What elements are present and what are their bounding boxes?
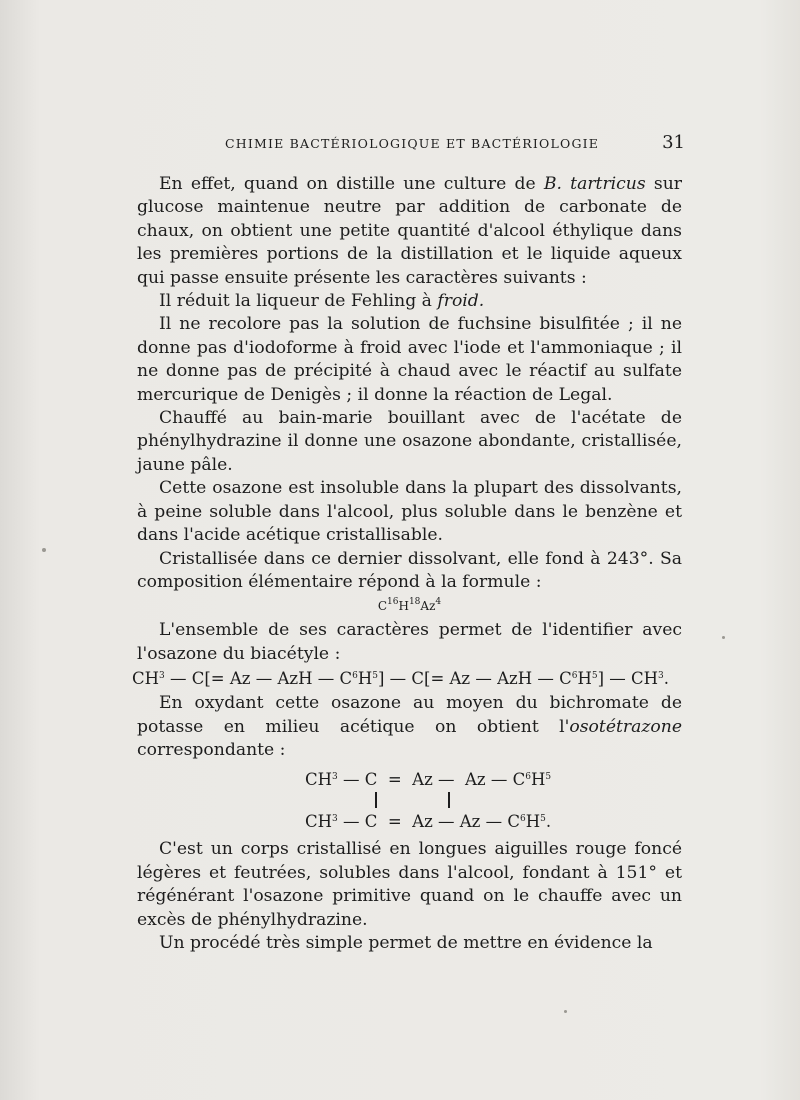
text-run: En effet, quand on distille une culture de bbox=[159, 174, 544, 194]
paper-speck bbox=[722, 636, 725, 639]
text-run: Il réduit la liqueur de Fehling à bbox=[159, 291, 438, 312]
formula-index: 6 bbox=[525, 772, 531, 783]
formula-index: 5 bbox=[372, 671, 378, 682]
formula-part: CH bbox=[305, 812, 333, 832]
formula-index: 5 bbox=[545, 772, 552, 783]
text-run: sur glucose maintenue neutre par addition de carbonate de chaux, on obtient une petite quantité d'alcool éthylique dans les premières portions de la distillation et le liquide aqueux qui passe ensuite présente les caractères suivants : bbox=[137, 174, 682, 288]
nitrogen-nitrogen-bond bbox=[448, 792, 450, 808]
compound-name: osotétrazone bbox=[569, 716, 682, 737]
formula-index: 5 bbox=[540, 814, 546, 825]
paragraph: Cette osazone est insoluble dans la plupart des dissolvants, à peine soluble dans l'alcool, plus soluble dans le benzène et dans l'acide acétique cristallisable. bbox=[137, 478, 682, 546]
formula-index: 3 bbox=[332, 814, 338, 825]
formula-part: — C = Az — Az — C bbox=[337, 770, 526, 790]
formula-part: C bbox=[377, 599, 388, 614]
formula-part: H bbox=[530, 770, 546, 790]
paragraph: Il ne recolore pas la solution de fuchsine bisulfitée ; il ne donne pas d'iodoforme à froid avec l'iode et l'ammoniaque ; il ne donne pas de précipité à chaud avec le réactif au sulfate mercurique de Denigès ; il donne la réaction de Legal. bbox=[137, 314, 682, 405]
formula-index: 4 bbox=[435, 597, 442, 608]
formula-part: CH bbox=[132, 669, 160, 689]
formula-index: 5 bbox=[591, 671, 598, 682]
formula-part: ] — C[= Az — AzH — C bbox=[377, 669, 572, 689]
osotetrazone-structure bbox=[305, 768, 682, 832]
text-run: correspondante : bbox=[137, 739, 286, 760]
formula-part: H bbox=[577, 669, 592, 689]
paragraph: Un procédé très simple permet de mettre en évidence la bbox=[159, 932, 653, 953]
page-number: 31 bbox=[662, 132, 685, 153]
formula-part: H bbox=[357, 669, 373, 689]
paragraph: C'est un corps cristallisé en longues aiguilles rouge foncé légères et feutrées, solubles dans l'alcool, fondant à 151° et régénérant l'osazone primitive quand on le chauffe avec un excès de phénylhydrazine. bbox=[137, 839, 682, 930]
paragraph: L'ensemble de ses caractères permet de l'identifier avec l'osazone du biacétyle : bbox=[137, 620, 682, 664]
paragraph bbox=[137, 290, 682, 313]
running-title: CHIMIE BACTÉRIOLOGIQUE ET BACTÉRIOLOGIE bbox=[225, 136, 600, 151]
formula-part: ] — CH bbox=[597, 669, 659, 689]
formula-part: CH bbox=[305, 770, 333, 790]
page-header bbox=[225, 132, 685, 156]
formula-index: 6 bbox=[352, 671, 358, 682]
formula-index: 18 bbox=[408, 597, 421, 608]
biacetyl-osazone-formula bbox=[132, 666, 682, 692]
paragraph: Chauffé au bain-marie bouillant avec de l'acétate de phénylhydrazine il donne une osazone abondante, cristallisée, jaune pâle. bbox=[137, 408, 682, 475]
paper-speck bbox=[42, 548, 46, 552]
structure-row-bottom bbox=[305, 810, 682, 832]
elemental-formula bbox=[137, 595, 682, 617]
formula-part: . bbox=[663, 669, 670, 689]
formula-part: H bbox=[398, 599, 409, 614]
formula-index: 6 bbox=[520, 814, 526, 825]
vertical-bonds bbox=[305, 790, 682, 810]
species-name: B. tartricus bbox=[543, 174, 646, 194]
formula-part: H bbox=[525, 812, 541, 832]
formula-part: — C[= Az — AzH — C bbox=[164, 669, 353, 689]
emphasis: froid. bbox=[437, 291, 485, 312]
formula-index: 3 bbox=[658, 671, 664, 682]
formula-index: 16 bbox=[387, 597, 399, 608]
formula-index: 3 bbox=[332, 772, 338, 783]
formula-index: 3 bbox=[159, 671, 165, 682]
structure-row-top bbox=[305, 768, 682, 790]
carbon-carbon-bond bbox=[375, 792, 377, 808]
formula-part: — C = Az — Az — C bbox=[337, 812, 520, 832]
formula-part: . bbox=[545, 812, 552, 832]
paragraph bbox=[137, 692, 682, 762]
formula-part: Az bbox=[420, 599, 436, 614]
paper-speck bbox=[564, 1010, 567, 1013]
formula-index: 6 bbox=[571, 671, 578, 682]
paragraph: Cristallisée dans ce dernier dissolvant, elle fond à 243°. Sa composition élémentaire répond à la formule : bbox=[137, 548, 682, 592]
text-run: En oxydant cette osazone au moyen du bichromate de potasse en milieu acétique on obtient l' bbox=[137, 693, 682, 737]
paragraph bbox=[137, 173, 682, 290]
body-text bbox=[132, 173, 682, 955]
